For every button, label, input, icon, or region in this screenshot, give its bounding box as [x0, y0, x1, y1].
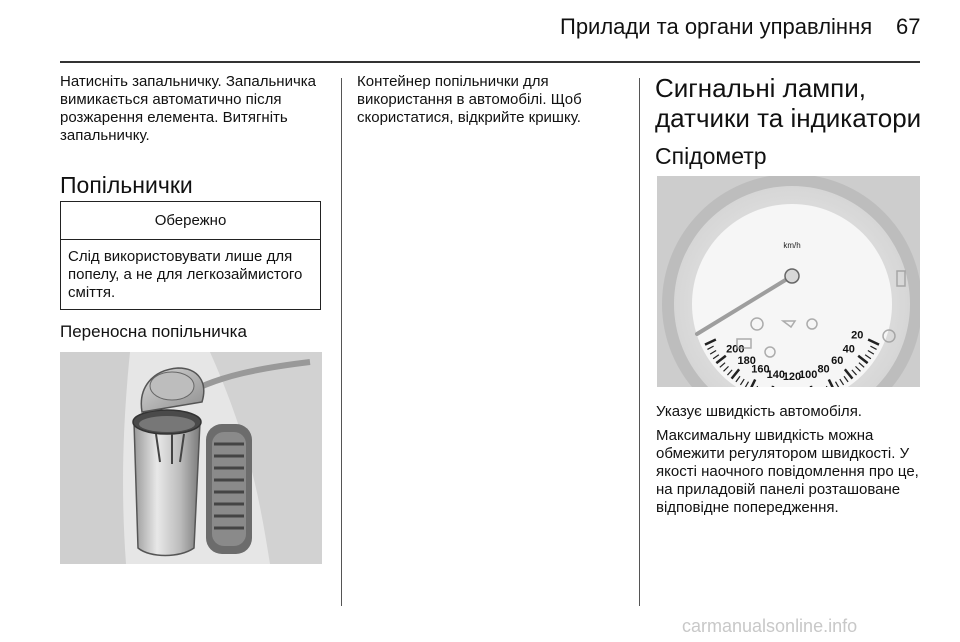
- subsection-title-portable-ashtray: Переносна попільничка: [60, 322, 247, 341]
- page-header-title: Прилади та органи управління: [560, 14, 873, 39]
- section-title-warning-lights: [655, 73, 921, 133]
- section-title-line1: Сигнальні лампи,: [655, 73, 867, 103]
- page-number: 67: [896, 14, 921, 39]
- speedometer-description: Указує швидкість автомобіля.: [656, 403, 862, 420]
- speed-label: 100: [799, 369, 818, 382]
- speedometer-unit: km/h: [783, 241, 801, 250]
- ashtray-container-text: Контейнер попільнички для використання в автомобілі. Щоб скористатися, відкрийте кришку.: [357, 73, 582, 126]
- speed-label: 20: [851, 329, 864, 342]
- speed-label: 80: [817, 363, 830, 376]
- section-title-line2: датчики та індикатори: [655, 103, 922, 133]
- caution-heading: Обережно: [61, 202, 320, 240]
- column-divider: [639, 78, 640, 606]
- lighter-instructions: Натисніть запальничку. Запальничка вимикається автоматично після розжарення елемента. Витягніть запальничку.: [60, 73, 317, 144]
- watermark: carmanualsonline.info: [682, 616, 858, 636]
- portable-ashtray-photo: [60, 352, 322, 564]
- caution-box: [60, 201, 321, 310]
- header-divider: [60, 61, 920, 63]
- speed-label: 60: [831, 354, 844, 367]
- speed-label: 140: [766, 369, 785, 382]
- column-divider: [341, 78, 342, 606]
- speed-label: 180: [737, 354, 756, 367]
- speed-label: 120: [782, 371, 802, 383]
- speedometer-illustration: [657, 176, 920, 387]
- speed-label: 160: [751, 363, 770, 376]
- subsection-title-speedometer: Спідометр: [655, 143, 767, 169]
- section-title-ashtrays: Попільнички: [60, 172, 193, 198]
- speed-label: 40: [842, 343, 855, 356]
- speed-label: 200: [726, 343, 745, 356]
- caution-text: Слід використовувати лише для попелу, а не для легкозаймистого сміття.: [68, 248, 303, 301]
- speed-limit-description: Максимальну швидкість можна обмежити регулятором швидкості. У якості наочного повідомлення про це, на приладовій панелі розташоване відповідне попередження.: [656, 427, 919, 516]
